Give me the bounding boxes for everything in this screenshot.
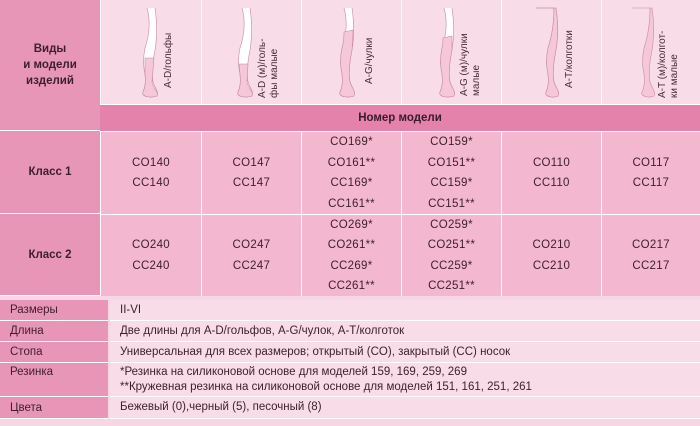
model-code: CO161** bbox=[327, 156, 376, 169]
model-code: CO217 bbox=[632, 239, 670, 251]
foot-value-text: Универсальная для всех размеров; открытый (CO), закрытый (CC) носок bbox=[120, 345, 511, 358]
foot-value bbox=[110, 342, 700, 363]
model-code: CC210 bbox=[532, 259, 571, 272]
model-code: CO140 bbox=[132, 156, 170, 169]
model-code: CC161** bbox=[328, 197, 375, 210]
model-code: CC247 bbox=[232, 259, 271, 272]
model-code: CC140 bbox=[132, 177, 170, 189]
class-1-label: Класс 1 bbox=[28, 166, 72, 178]
stocking-icon bbox=[328, 2, 368, 102]
model-code: CC117 bbox=[632, 177, 670, 189]
product-label-ad: A-D/гольфы bbox=[163, 32, 174, 88]
product-header-ag bbox=[301, 0, 401, 104]
model-code: CC251** bbox=[428, 280, 475, 292]
cell-c2-ag-small bbox=[401, 214, 501, 296]
product-label-ag: A-G/чулки bbox=[364, 37, 375, 84]
specs-row-colors bbox=[0, 397, 700, 419]
cell-c1-ad-small bbox=[201, 131, 301, 214]
model-number-bar bbox=[100, 104, 700, 131]
sizes-value bbox=[110, 300, 700, 321]
product-label-ag-small-2: малые bbox=[471, 64, 482, 96]
product-label-ag-small-1: A-G (м)/чулки bbox=[459, 33, 470, 96]
band-value bbox=[110, 363, 700, 397]
specs-row-band bbox=[0, 363, 700, 397]
model-code: CO240 bbox=[132, 239, 170, 251]
cell-c2-at-small bbox=[601, 214, 700, 296]
product-label-ad-small-1: A-D (м)/голь- bbox=[257, 38, 268, 98]
model-code: CC151** bbox=[428, 197, 475, 210]
model-code: CC217 bbox=[632, 259, 670, 272]
cell-c2-at bbox=[501, 214, 601, 296]
class-2-label: Класс 2 bbox=[28, 248, 72, 261]
product-header-ad-small bbox=[201, 0, 301, 104]
product-label-at-small-2: ки малые bbox=[669, 54, 680, 98]
model-code: CO269* bbox=[330, 218, 373, 231]
cell-c1-ag-small bbox=[401, 131, 501, 214]
product-label-at-small-1: A-T (м)/колгот- bbox=[657, 30, 668, 98]
model-code: CC147 bbox=[232, 177, 271, 189]
model-code: CC240 bbox=[132, 259, 170, 272]
model-code: CC110 bbox=[533, 177, 570, 189]
specs-row-length bbox=[0, 321, 700, 342]
cell-c1-at-small bbox=[601, 131, 700, 214]
colors-value-text: Бежевый (0),черный (5), песочный (8) bbox=[120, 401, 322, 413]
cell-c1-ag bbox=[301, 131, 401, 214]
product-header-ad bbox=[100, 0, 201, 104]
specs-row-foot bbox=[0, 342, 700, 363]
model-code: CO259* bbox=[430, 218, 473, 231]
types-header-line3: изделий bbox=[26, 75, 74, 87]
model-number-label: Номер модели bbox=[358, 112, 442, 124]
length-value bbox=[110, 321, 700, 342]
model-code: CC261** bbox=[328, 280, 375, 292]
cell-c2-ad-small bbox=[201, 214, 301, 296]
model-code: CO251** bbox=[427, 239, 476, 251]
colors-label: Цвета bbox=[0, 397, 108, 419]
class-1-label-cell bbox=[0, 131, 100, 214]
types-header-line1: Виды bbox=[33, 43, 67, 55]
model-code: CO261** bbox=[327, 239, 376, 251]
sizes-label: Размеры bbox=[0, 300, 108, 321]
length-value-text: Две длины для A-D/гольфов, A-G/чулок, A-T/колготок bbox=[120, 324, 405, 337]
types-header-line2: и модели bbox=[23, 59, 77, 71]
model-code: CO210 bbox=[532, 239, 571, 251]
product-header-ag-small bbox=[401, 0, 501, 104]
cell-c1-at bbox=[501, 131, 601, 214]
band-value-line2: **Кружевная резинка на силиконовой основе для моделей 151, 161, 251, 261 bbox=[120, 380, 532, 393]
band-value-line1: *Резинка на силиконовой основе для моделей 159, 169, 259, 269 bbox=[120, 365, 467, 378]
model-code: CO169* bbox=[330, 136, 373, 148]
model-code: CC269* bbox=[330, 259, 373, 272]
length-label: Длина bbox=[0, 321, 108, 342]
cell-c1-ad bbox=[100, 131, 201, 214]
product-label-at: A-T/колготки bbox=[564, 30, 575, 88]
model-code: CO151** bbox=[427, 156, 476, 169]
model-code: CC259* bbox=[430, 259, 473, 272]
model-code: CC159* bbox=[430, 177, 473, 189]
tights-icon bbox=[524, 2, 564, 102]
product-header-at-small bbox=[601, 0, 700, 104]
tights-small-icon bbox=[620, 2, 660, 102]
sizes-value-text: II-VI bbox=[120, 303, 142, 316]
model-code: CO110 bbox=[532, 156, 571, 169]
model-code: CO159* bbox=[430, 136, 473, 148]
colors-value bbox=[110, 397, 700, 419]
specs-row-sizes bbox=[0, 300, 700, 321]
band-label: Резинка bbox=[0, 363, 108, 397]
model-code: CO247 bbox=[232, 239, 271, 251]
model-code: CC169* bbox=[330, 177, 373, 189]
model-code: CO147 bbox=[232, 156, 271, 169]
cell-c2-ag bbox=[301, 214, 401, 296]
foot-label: Стопа bbox=[0, 342, 108, 363]
product-label-ad-small-2: фы малые bbox=[269, 48, 280, 98]
model-code: CO117 bbox=[632, 156, 670, 169]
class-2-label-cell bbox=[0, 214, 100, 296]
types-header-cell bbox=[0, 0, 100, 131]
product-header-at bbox=[501, 0, 601, 104]
cell-c2-ad bbox=[100, 214, 201, 296]
